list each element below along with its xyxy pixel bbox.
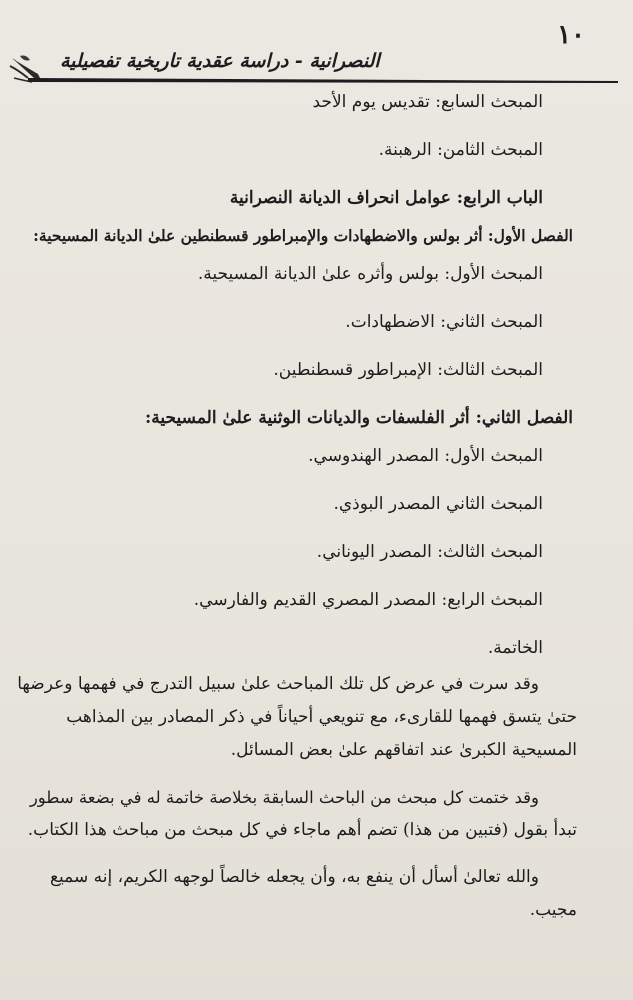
running-title: النصرانية - دراسة عقدية تاريخية تفصيلية [60,50,380,72]
page-content [18,88,603,927]
chapter-heading: الفصل الثاني: أثر الفلسفات والديانات الوثنية علىٰ المسيحية: [145,408,573,428]
page-header [0,18,633,88]
toc-item: المبحث الثالث: المصدر اليوناني. [316,542,543,562]
toc-item: المبحث الرابع: المصدر المصري القديم والفارسي. [193,590,543,610]
body-paragraph [18,861,603,927]
toc-item: المبحث الثامن: الرهبنة. [378,140,543,160]
toc-item: المبحث الثالث: الإمبراطور قسطنطين. [273,360,543,380]
toc-item: المبحث الأول: بولس وأثره علىٰ الديانة المسيحية. [197,264,543,284]
chapter-heading: الفصل الأول: أثر بولس والاضطهادات والإمبراطور قسطنطين علىٰ الديانة المسيحية: [33,226,573,245]
header-rule [28,76,618,84]
body-paragraph [18,668,603,767]
paragraph-line: وقد ختمت كل مبحث من الباحث السابقة بخلاصة خاتمة له في بضعة سطور [29,788,539,807]
toc-item: الخاتمة. [487,638,543,658]
page-number: ١٠ [557,20,585,50]
toc-item: المبحث السابع: تقديس يوم الأحد [312,92,543,112]
body-paragraph [18,781,603,847]
part-heading: الباب الرابع: عوامل انحراف الديانة النصرانية [229,188,543,208]
paragraph-line: تبدأ بقول (فتبين من هذا) تضم أهم ماجاء في كل مبحث من مباحث هذا الكتاب. [27,820,577,840]
paragraph-line: حتىٰ يتسق فهمها للقارىء، مع تنويعي أحياناً في ذكر المصادر بين المذاهب [66,707,577,727]
toc-item: المبحث الأول: المصدر الهندوسي. [308,446,543,466]
paragraph-line: المسيحية الكبرىٰ عند اتفاقهم علىٰ بعض المسائل. [230,740,577,760]
paragraph-line: والله تعالىٰ أسأل أن ينفع به، وأن يجعله خالصاً لوجهه الكريم، إنه سميع [49,867,539,887]
paragraph-line: وقد سرت في عرض كل تلك المباحث علىٰ سبيل التدرج في فهمها وعرضها [17,674,539,694]
toc-item: المبحث الثاني: الاضطهادات. [345,312,543,332]
toc-item: المبحث الثاني المصدر البوذي. [333,494,543,514]
paragraph-line: مجيب. [529,900,577,920]
